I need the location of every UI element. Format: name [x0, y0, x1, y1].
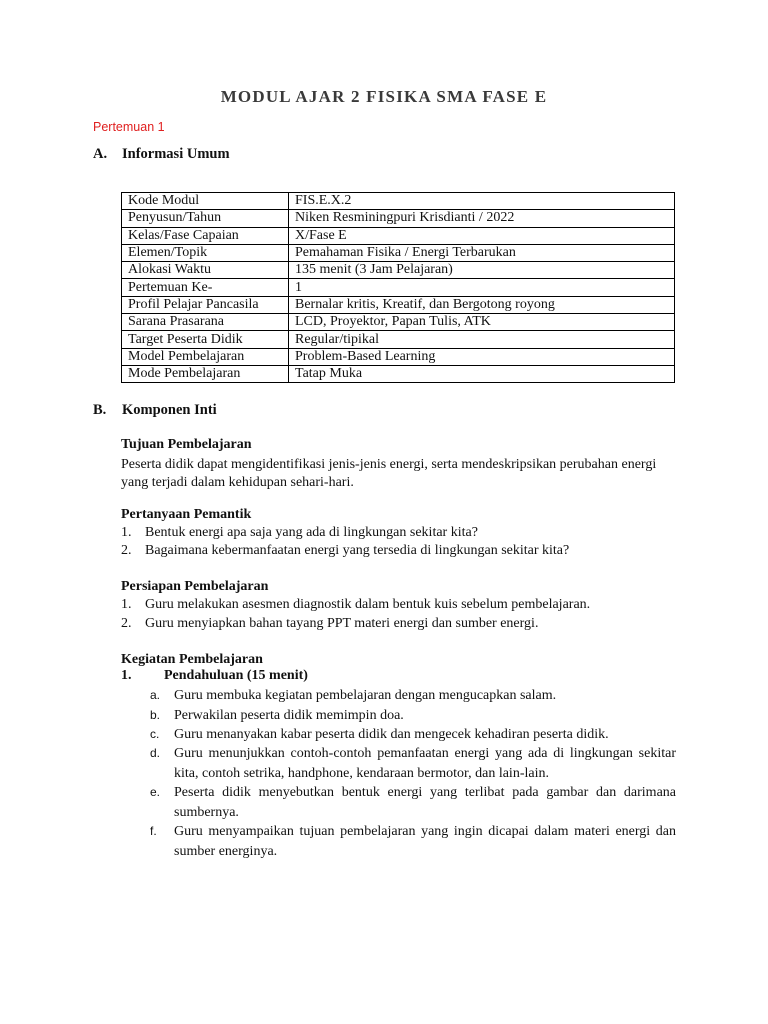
list-item [150, 706, 676, 726]
table-row [122, 262, 675, 279]
list-text: Peserta didik menyebutkan bentuk energi yang terlibat pada gambar dan darimana sumbernya. [174, 785, 676, 820]
section-a-title: Informasi Umum [122, 146, 230, 162]
list-text: Bentuk energi apa saja yang ada di lingkungan sekitar kita? [145, 525, 478, 540]
table-cell-key: Kode Modul [122, 193, 289, 210]
list-letter: d. [150, 746, 161, 760]
list-item [121, 597, 590, 613]
table-cell-key: Mode Pembelajaran [122, 365, 289, 382]
table-cell-value: 1 [289, 279, 675, 296]
list-text: Perwakilan peserta didik memimpin doa. [174, 708, 404, 723]
table-cell-key: Pertemuan Ke- [122, 279, 289, 296]
table-cell-value: LCD, Proyektor, Papan Tulis, ATK [289, 314, 675, 331]
table-row [122, 296, 675, 313]
table-cell-value: Problem-Based Learning [289, 348, 675, 365]
table-row [122, 244, 675, 261]
list-item [150, 822, 676, 861]
list-text: Guru menyiapkan bahan tayang PPT materi energi dan sumber energi. [145, 616, 539, 631]
list-item [150, 783, 676, 822]
table-cell-value: X/Fase E [289, 227, 675, 244]
table-row [122, 279, 675, 296]
table-cell-key: Elemen/Topik [122, 244, 289, 261]
section-a-heading [93, 146, 230, 163]
list-text: Guru menanyakan kabar peserta didik dan mengecek kehadiran peserta didik. [174, 727, 609, 742]
kegiatan-heading: Kegiatan Pembelajaran [121, 652, 263, 667]
list-item [150, 686, 676, 706]
pertanyaan-heading: Pertanyaan Pemantik [121, 507, 252, 522]
list-text: Guru menyampaikan tujuan pembelajaran yang ingin dicapai dalam materi energi dan sumber energinya. [174, 824, 676, 859]
list-number: 2. [121, 543, 132, 558]
persiapan-heading: Persiapan Pembelajaran [121, 579, 269, 594]
section-b-heading [93, 402, 217, 419]
table-row [122, 193, 675, 210]
table-cell-value: Pemahaman Fisika / Energi Terbarukan [289, 244, 675, 261]
list-letter: e. [150, 785, 161, 799]
section-b-letter: B. [93, 402, 107, 418]
table-cell-key: Profil Pelajar Pancasila [122, 296, 289, 313]
section-a-letter: A. [93, 146, 108, 162]
list-item [150, 744, 676, 783]
meeting-label: Pertemuan 1 [93, 120, 165, 134]
info-table [121, 192, 675, 383]
list-text: Guru melakukan asesmen diagnostik dalam bentuk kuis sebelum pembelajaran. [145, 597, 591, 612]
table-cell-key: Target Peserta Didik [122, 331, 289, 348]
table-cell-value: 135 menit (3 Jam Pelajaran) [289, 262, 675, 279]
list-item [121, 616, 538, 632]
table-row [122, 365, 675, 382]
table-row [122, 331, 675, 348]
table-cell-value: Regular/tipikal [289, 331, 675, 348]
phase-number: 1. [121, 668, 132, 683]
list-item [121, 543, 569, 559]
table-cell-key: Model Pembelajaran [122, 348, 289, 365]
list-text: Guru menunjukkan contoh-contoh pemanfaatan energi yang ada di lingkungan sekitar kita, contoh setrika, handphone, kendaraan bermotor, dan lain-lain. [174, 746, 676, 781]
list-item [121, 525, 478, 541]
table-row [122, 314, 675, 331]
phase-title: Pendahuluan (15 menit) [164, 668, 308, 683]
table-row [122, 348, 675, 365]
list-letter: c. [150, 727, 160, 741]
list-letter: f. [150, 824, 157, 838]
table-row [122, 210, 675, 227]
table-cell-value: Niken Resminingpuri Krisdianti / 2022 [289, 210, 675, 227]
table-cell-key: Penyusun/Tahun [122, 210, 289, 227]
section-b-title: Komponen Inti [122, 402, 217, 418]
table-cell-key: Sarana Prasarana [122, 314, 289, 331]
list-number: 2. [121, 616, 132, 631]
table-cell-value: Tatap Muka [289, 365, 675, 382]
list-text: Guru membuka kegiatan pembelajaran dengan mengucapkan salam. [174, 688, 557, 703]
tujuan-heading: Tujuan Pembelajaran [121, 437, 252, 452]
list-item [150, 725, 676, 745]
table-cell-key: Kelas/Fase Capaian [122, 227, 289, 244]
table-cell-key: Alokasi Waktu [122, 262, 289, 279]
list-text: Bagaimana kebermanfaatan energi yang tersedia di lingkungan sekitar kita? [145, 543, 570, 558]
list-letter: b. [150, 708, 161, 722]
list-number: 1. [121, 525, 132, 540]
phase-heading [121, 668, 308, 684]
tujuan-text: Peserta didik dapat mengidentifikasi jenis-jenis energi, serta mendeskripsikan perubahan energi yang terjadi dalam kehidupan sehari-hari. [121, 457, 657, 490]
table-cell-value: FIS.E.X.2 [289, 193, 675, 210]
list-number: 1. [121, 597, 132, 612]
table-cell-value: Bernalar kritis, Kreatif, dan Bergotong royong [289, 296, 675, 313]
list-letter: a. [150, 688, 161, 702]
document-title: MODUL AJAR 2 FISIKA SMA FASE E [220, 87, 548, 106]
table-row [122, 227, 675, 244]
